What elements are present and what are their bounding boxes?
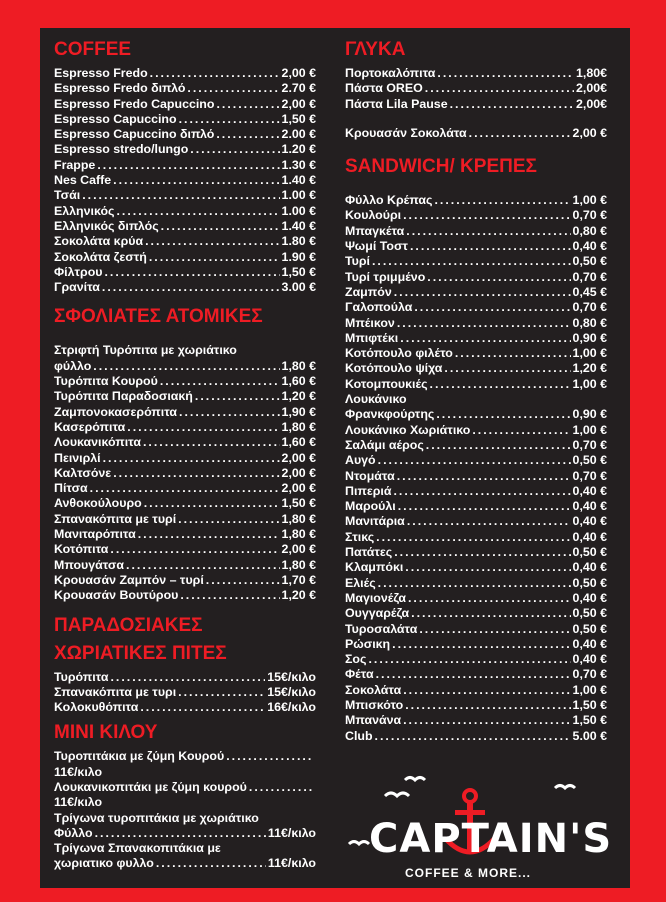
mini-heading: ΜΙΝΙ ΚΙΛΟΥ	[54, 722, 158, 744]
menu-row	[345, 637, 607, 652]
menu-row	[345, 591, 607, 606]
menu-board	[40, 28, 630, 888]
menu-row	[345, 453, 607, 468]
item-price: 1,80 €	[281, 557, 316, 572]
item-name: Σπανακόπιτα με τυρί	[54, 511, 177, 526]
menu-row	[54, 250, 316, 265]
sausage-label: Λουκάνικο	[345, 392, 407, 407]
item-price: 0,40 €	[572, 239, 607, 254]
menu-row	[54, 670, 316, 685]
item-name: Τυροπιτάκια με ζύμη Κουρού	[54, 749, 225, 764]
captains-logo	[345, 766, 613, 886]
item-price: 15€/κιλο	[267, 684, 316, 699]
item-name: Σπανακόπιτα με τυρι	[54, 684, 177, 699]
menu-row	[345, 254, 607, 269]
menu-row	[345, 346, 607, 361]
item-price: 0,45 €	[572, 284, 607, 299]
item-name: Αυγό	[345, 453, 376, 468]
item-price: 1.00 €	[281, 203, 316, 218]
menu-row	[54, 173, 316, 188]
item-name: Πίτσα	[54, 481, 88, 496]
pastries-heading: ΣΦΟΛΙΑΤΕΣ ΑΤΟΜΙΚΕΣ	[54, 306, 263, 328]
menu-row	[345, 667, 607, 682]
item-name: Τρίγωνα τυροπιτάκια με χωριάτικο	[54, 810, 259, 825]
item-price: 0,50 €	[572, 453, 607, 468]
sandwich-list	[345, 193, 607, 392]
item-name: Τρίγωνα Σπανακοπιτάκια με	[54, 841, 221, 856]
coffee-list	[54, 66, 316, 295]
item-price: 2,00€	[575, 81, 607, 96]
menu-row	[345, 97, 607, 112]
item-name: Μαρούλι	[345, 499, 396, 514]
menu-row	[54, 826, 316, 841]
menu-row	[54, 481, 316, 496]
menu-row	[345, 606, 607, 621]
menu-row	[345, 622, 607, 637]
item-name: Τυρόπιτα Κουρού	[54, 374, 158, 389]
menu-row	[54, 451, 316, 466]
item-price: 1.20 €	[281, 142, 316, 157]
menu-row	[54, 573, 316, 588]
village-list	[54, 670, 316, 716]
item-price: 0,70 €	[572, 437, 607, 452]
item-price: 1,20 €	[281, 389, 316, 404]
item-price: 0,70 €	[572, 208, 607, 223]
item-name: Τυρί	[345, 254, 370, 269]
menu-row	[54, 81, 316, 96]
item-name: Ρώσικη	[345, 636, 391, 651]
item-price: 0,40 €	[572, 636, 607, 651]
sweets-list	[345, 66, 607, 112]
item-price: 2,00 €	[281, 542, 316, 557]
item-price: 2.70 €	[281, 81, 316, 96]
item-price: 1,70 €	[281, 572, 316, 587]
village-heading-2: ΧΩΡΙΑΤΙΚΕΣ ΠΙΤΕΣ	[54, 642, 227, 664]
menu-row	[54, 112, 316, 127]
menu-row	[54, 420, 316, 435]
item-price: 0,70 €	[572, 269, 607, 284]
item-name: Ζαμπόν	[345, 284, 392, 299]
item-name: Πατάτες	[345, 545, 393, 560]
menu-row	[54, 588, 316, 603]
item-price: 0,40 €	[572, 499, 607, 514]
item-name: Espresso Fredo διπλό	[54, 81, 186, 96]
menu-row	[54, 204, 316, 219]
menu-row	[345, 484, 607, 499]
item-price: 1,50 €	[281, 496, 316, 511]
menu-row	[54, 542, 316, 557]
item-price: 11€/κιλο	[267, 856, 316, 871]
item-price: 0,50 €	[572, 575, 607, 590]
item-name: Στικς	[345, 529, 375, 544]
item-name: Φύλλο	[54, 825, 93, 840]
item-name: Espresso Fredo	[54, 66, 148, 80]
menu-row	[345, 126, 607, 141]
item-price: 0,40 €	[572, 529, 607, 544]
item-price: 2,00 €	[281, 465, 316, 480]
item-price: 1,50 €	[281, 111, 316, 126]
item-price: 0,90 €	[572, 330, 607, 345]
menu-row	[54, 466, 316, 481]
item-name: Club	[345, 728, 373, 743]
menu-row	[345, 285, 607, 300]
menu-row	[345, 514, 607, 529]
item-name: Κρουασάν Σοκολάτα	[345, 125, 467, 140]
item-price: 1.30 €	[281, 157, 316, 172]
menu-row	[54, 780, 316, 795]
item-name: Κρουασάν Ζαμπόν – τυρί	[54, 572, 204, 587]
menu-row	[345, 530, 607, 545]
item-name: Κλαμπόκι	[345, 560, 404, 575]
item-price: 0,50 €	[572, 621, 607, 636]
item-price: 0,40 €	[572, 560, 607, 575]
menu-row	[54, 527, 316, 542]
item-name: Γρανίτα	[54, 280, 100, 295]
item-name: Κρουασάν Βουτύρου	[54, 588, 179, 603]
item-name: Κασερόπιτα	[54, 419, 126, 434]
item-name: Πάστα Lila Pause	[345, 96, 448, 111]
item-name: Τυρί τριμμένο	[345, 269, 426, 284]
item-price: 0,70 €	[572, 300, 607, 315]
item-price: 11€/κιλο	[267, 825, 316, 840]
item-name: Σοκολάτα ζεστή	[54, 249, 147, 264]
item-price: 15€/κιλο	[267, 669, 316, 684]
menu-row	[54, 359, 316, 374]
item-price: 1.00 €	[281, 188, 316, 203]
left-column	[54, 38, 316, 872]
item-price: 1,00 €	[572, 346, 607, 361]
item-name: Πεινιρλί	[54, 450, 101, 465]
item-name: Ανθοκούλουρο	[54, 496, 142, 511]
item-name: Λουκανικόπιτα	[54, 435, 141, 450]
item-price: 2,00 €	[281, 481, 316, 496]
menu-row	[345, 698, 607, 713]
item-name: Φίλτρου	[54, 264, 103, 279]
pastry-list	[54, 374, 316, 603]
item-price: 3.00 €	[281, 280, 316, 295]
menu-row	[54, 97, 316, 112]
item-price: 2,00 €	[281, 450, 316, 465]
menu-row	[345, 407, 607, 422]
item-price: 1,20 €	[281, 588, 316, 603]
item-price: 1,00 €	[572, 376, 607, 391]
menu-row	[345, 361, 607, 376]
item-price: 1,50 €	[281, 264, 316, 279]
item-name: Φύλλο Κρέπας	[345, 193, 433, 208]
menu-row	[345, 377, 607, 392]
menu-row	[54, 219, 316, 234]
item-price: 0,50 €	[572, 606, 607, 621]
item-price: 11€/κιλο	[54, 795, 103, 810]
item-name: Πορτοκαλόπιτα	[345, 66, 436, 80]
item-price: 0,40 €	[572, 483, 607, 498]
menu-row	[54, 389, 316, 404]
item-name: Κουλούρι	[345, 208, 402, 223]
item-price: 1,80€	[575, 66, 607, 80]
item-name: Nes Caffe	[54, 173, 112, 188]
menu-row	[345, 208, 607, 223]
menu-row	[54, 142, 316, 157]
item-price: 1,50 €	[572, 697, 607, 712]
menu-row	[345, 331, 607, 346]
sweets-heading: ΓΛΥΚΑ	[345, 39, 406, 60]
item-name: Σοκολάτα	[345, 682, 402, 697]
item-name: Τυρόπιτα	[54, 669, 109, 684]
item-name: Σαλάμι αέρος	[345, 437, 424, 452]
menu-row	[345, 81, 607, 96]
menu-row	[54, 700, 316, 715]
item-name: Φρανκφούρτης	[345, 407, 435, 422]
item-price: 1,60 €	[281, 374, 316, 389]
item-price: 1,80 €	[281, 419, 316, 434]
menu-row	[54, 374, 316, 389]
item-name: Μπέικον	[345, 315, 395, 330]
menu-row	[54, 512, 316, 527]
item-name: Ουγγαρέζα	[345, 606, 410, 621]
menu-row	[54, 127, 316, 142]
item-price: 2,00 €	[281, 66, 316, 80]
item-price: 1.40 €	[281, 218, 316, 233]
menu-row	[54, 856, 316, 871]
menu-row	[345, 239, 607, 254]
item-name: Μανιταρόπιτα	[54, 527, 136, 542]
menu-row	[345, 729, 607, 744]
menu-row	[54, 496, 316, 511]
item-name: Μπανάνα	[345, 713, 402, 728]
item-price: 5.00 €	[572, 728, 607, 743]
coffee-heading: COFFEE	[54, 39, 132, 60]
item-price: 2,00€	[575, 96, 607, 111]
menu-row	[54, 158, 316, 173]
item-price: 1,50 €	[572, 713, 607, 728]
item-name: Φέτα	[345, 667, 374, 682]
item-name: Μπουγάτσα	[54, 557, 125, 572]
item-name: Κοτόπουλο φιλέτο	[345, 346, 453, 361]
menu-row	[345, 66, 607, 81]
menu-row	[345, 193, 607, 208]
menu-row	[345, 300, 607, 315]
item-name: Καλτσόνε	[54, 465, 112, 480]
sandwich-heading: SANDWICH/ ΚΡΕΠΕΣ	[345, 156, 537, 178]
item-name: Πάστα OREO	[345, 81, 423, 96]
item-price: 2,00 €	[572, 125, 607, 140]
menu-row	[54, 435, 316, 450]
menu-row	[54, 685, 316, 700]
item-name: Λουκάνικο Χωριάτικο	[345, 422, 471, 437]
item-price: 1.40 €	[281, 173, 316, 188]
item-price: 1,00 €	[572, 422, 607, 437]
item-name: Μπαγκέτα	[345, 223, 405, 238]
item-price: 0,40 €	[572, 514, 607, 529]
item-name: Ζαμπονοκασερόπιτα	[54, 404, 178, 419]
menu-row	[345, 469, 607, 484]
menu-row	[345, 316, 607, 331]
pastry-first-line: Στριφτή Τυρόπιτα με χωριάτικο	[54, 343, 237, 358]
item-name: Espresso Capuccino διπλό	[54, 127, 215, 142]
item-price: 16€/κιλο	[267, 700, 316, 715]
item-price: 0,40 €	[572, 652, 607, 667]
item-name: Γαλοπούλα	[345, 300, 413, 315]
item-price: 1,60 €	[281, 435, 316, 450]
item-name: Ελληνικός διπλός	[54, 218, 159, 233]
right-column	[345, 38, 607, 744]
item-price: 0,50 €	[572, 545, 607, 560]
menu-row	[54, 188, 316, 203]
menu-row	[54, 280, 316, 295]
item-price: 0,70 €	[572, 468, 607, 483]
logo-text: CAPTAIN'S	[369, 816, 613, 862]
item-name: Κοτομπουκιές	[345, 376, 428, 391]
item-price: 11€/κιλο	[54, 764, 103, 779]
item-price: 1,00 €	[572, 193, 607, 208]
item-name: Espresso stredo/lungo	[54, 142, 189, 157]
logo-tagline: COFFEE & MORE...	[405, 866, 532, 880]
item-name: Frappe	[54, 157, 96, 172]
item-price: 1,80 €	[281, 527, 316, 542]
menu-row	[54, 749, 316, 764]
sandwich-list-2	[345, 407, 607, 744]
menu-row	[345, 438, 607, 453]
item-price: 0,50 €	[572, 254, 607, 269]
village-heading-1: ΠΑΡΑΔΟΣΙΑΚΕΣ	[54, 614, 203, 636]
menu-row	[345, 560, 607, 575]
item-price: 1,80 €	[281, 511, 316, 526]
item-name: χωριατικο φυλλο	[54, 856, 154, 871]
item-price: 1,80 €	[281, 358, 316, 373]
menu-row	[345, 499, 607, 514]
item-name: Ελληνικός	[54, 203, 115, 218]
item-name: Κολοκυθόπιτα	[54, 700, 139, 715]
item-name: Μαγιονέζα	[345, 590, 406, 605]
item-name: Πιπεριά	[345, 483, 392, 498]
menu-row	[54, 265, 316, 280]
menu-row	[345, 652, 607, 667]
item-name: Λουκανικοπιτάκι με ζύμη κουρού	[54, 779, 247, 794]
menu-row	[345, 713, 607, 728]
item-name: Ελιές	[345, 575, 376, 590]
item-name: Espresso Fredo Capuccino	[54, 96, 215, 111]
item-price: 1,00 €	[572, 682, 607, 697]
item-name: Μανιτάρια	[345, 514, 405, 529]
item-price: 0,90 €	[572, 407, 607, 422]
item-name: Κοτόπουλο ψίχα	[345, 361, 443, 376]
item-price: 1,90 €	[281, 404, 316, 419]
item-name: Μπιφτέκι	[345, 330, 399, 345]
item-name: Ψωμί Τοστ	[345, 239, 408, 254]
item-name: Ντομάτα	[345, 468, 395, 483]
menu-row	[345, 224, 607, 239]
item-name: Σος	[345, 652, 367, 667]
item-name: Τυροσαλάτα	[345, 621, 418, 636]
item-price: 2,00 €	[281, 96, 316, 111]
item-name: Τσάι	[54, 188, 81, 203]
menu-row	[54, 234, 316, 249]
item-name: Τυρόπιτα Παραδοσιακή	[54, 389, 193, 404]
item-price: 1.80 €	[281, 234, 316, 249]
menu-row	[345, 545, 607, 560]
item-name: Κοτόπιτα	[54, 542, 109, 557]
item-price: 0,40 €	[572, 590, 607, 605]
menu-row	[54, 558, 316, 573]
menu-row	[345, 576, 607, 591]
item-price: 2.00 €	[281, 127, 316, 142]
item-price: 0,80 €	[572, 223, 607, 238]
item-name: Μπισκότο	[345, 697, 404, 712]
menu-row	[345, 270, 607, 285]
item-price: 1.90 €	[281, 249, 316, 264]
menu-row	[54, 66, 316, 81]
menu-row	[345, 683, 607, 698]
menu-row	[345, 423, 607, 438]
item-price: 1,20 €	[572, 361, 607, 376]
menu-row	[54, 405, 316, 420]
item-price: 0,70 €	[572, 667, 607, 682]
item-name: Σοκολάτα κρύα	[54, 234, 144, 249]
item-price: 0,80 €	[572, 315, 607, 330]
item-name: Espresso Capuccino	[54, 111, 177, 126]
item-name: φύλλο	[54, 358, 92, 373]
